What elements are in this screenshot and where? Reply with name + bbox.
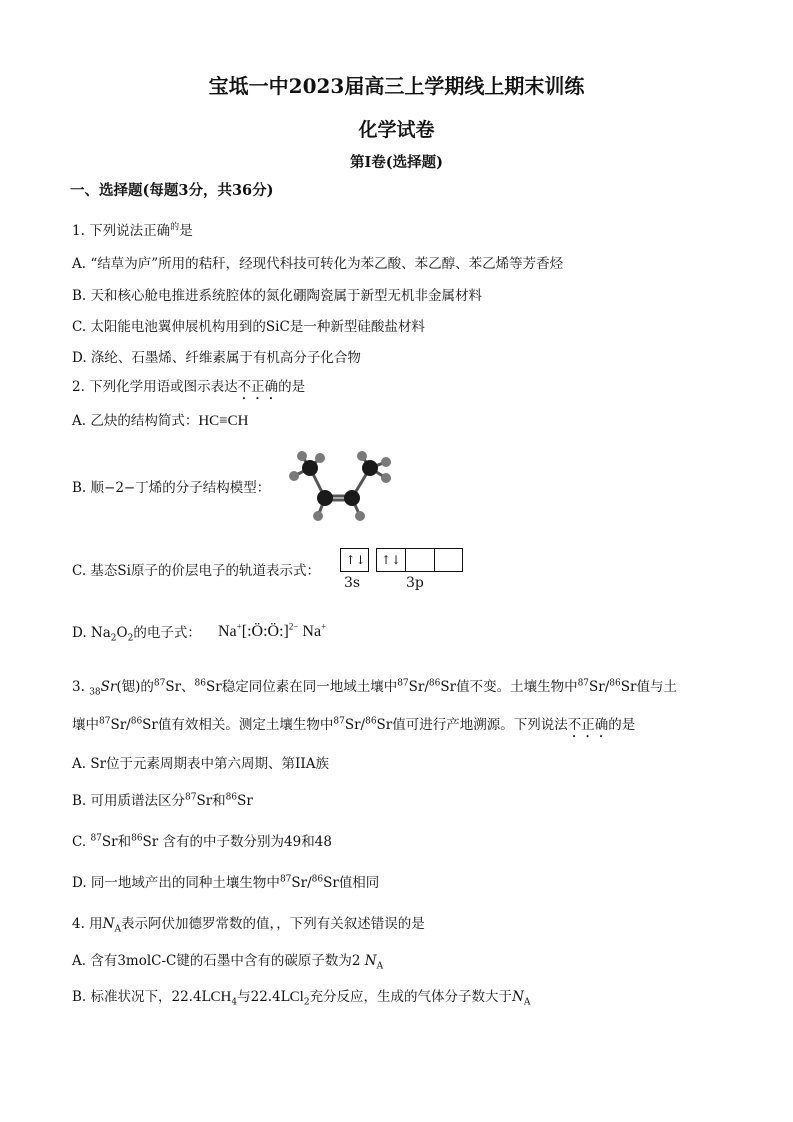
orbital-3p-cell-1: ↑↓ [377,549,406,571]
question-1-option-a: A. “结草为庐”所用的秸秆，经现代科技可转化为苯乙酸、苯乙醇、苯乙烯等芳香烃 [72,256,564,272]
question-3-option-c: C. $^{87}$Sr和$^{86}$Sr 含有的中子数分别为49和48 [72,833,332,850]
volume-title: 第I卷(选择题) [349,154,443,171]
orbital-3p-label: 3p [406,575,424,591]
exam-title: 宝坻一中2023届高三上学期线上期末训练 [208,74,585,98]
cis-2-butene-model [280,448,400,528]
question-3-option-a: A. Sr位于元素周期表中第六周期、第IIA族 [72,756,329,772]
question-2-stem: 2. 下列化学用语或图示表达不正确的是 [72,379,306,395]
question-3-option-b: B. 可用质谱法区分$^{87}$Sr和$^{86}$Sr [72,792,253,809]
question-1-option-d: D. 涤纶、石墨烯、纤维素属于有机高分子化合物 [72,350,361,366]
orbital-3p-cell-3 [435,549,464,571]
question-1-stem: 1. 下列说法正确$^的$是 [72,222,193,239]
sodium-peroxide-electron-formula: Na+[:Ö:Ö:]$^{2-}$ Na+ [218,621,327,640]
question-4-option-b: B. 标准状况下，$22.4LCH_4$与22.4LCl$_2$充分反应，生成的气体分子数大于$N_A$ [72,989,531,1008]
question-2-option-d: D. $Na_2O_2$的电子式： [72,625,201,644]
question-4-option-a: A. 含有3molC-C键的石墨中含有的碳原子数为2 $N_A$ [72,953,384,972]
question-2-option-a: A. 乙炔的结构简式：HC≡CH [72,413,249,429]
section-heading: 一、选择题(每题3分，共36分) [70,182,274,199]
orbital-3s-electrons: ↑↓ [345,553,366,567]
question-2-option-b: B. 顺−2−丁烯的分子结构模型： [72,480,271,496]
exam-subject: 化学试卷 [358,119,435,141]
orbital-3p-box [376,548,463,572]
question-1-option-c: C. 太阳能电池翼伸展机构用到的SiC是一种新型硅酸盐材料 [72,319,425,335]
orbital-3s-box [340,548,369,572]
orbital-3p-cell-2 [406,549,435,571]
question-3-option-d: D. 同一地域产出的同种土壤生物中$^{87}$Sr/$^{86}$Sr值相同 [72,874,380,891]
question-4-stem: 4. 用$N_A$表示阿伏加德罗常数的值，，下列有关叙述错误的是 [72,916,425,935]
question-3-stem-line-1: 3. $_{38}$Sr(锶)的$^{87}$Sr、$^{86}$Sr稳定同位素在同一地域土壤中$^{87}$Sr/$^{86}$Sr值不变。土壤生物中$^{87}$Sr/$^{86}$Sr值与土 [72,678,677,698]
question-1-option-b: B. 天和核心舱电推进系统腔体的氮化硼陶瓷属于新型无机非金属材料 [72,288,483,304]
question-2-option-c: C. 基态Si原子的价层电子的轨道表示式： [72,563,320,579]
orbital-3s-label: 3s [344,575,361,591]
question-3-stem-line-2: 壤中$^{87}$Sr/$^{86}$Sr值有效相关。测定土壤生物中$^{87}$Sr/$^{86}$Sr值可进行产地溯源。下列说法不正确的是 [72,716,636,733]
ethyne-formula: HC≡CH [198,413,249,429]
